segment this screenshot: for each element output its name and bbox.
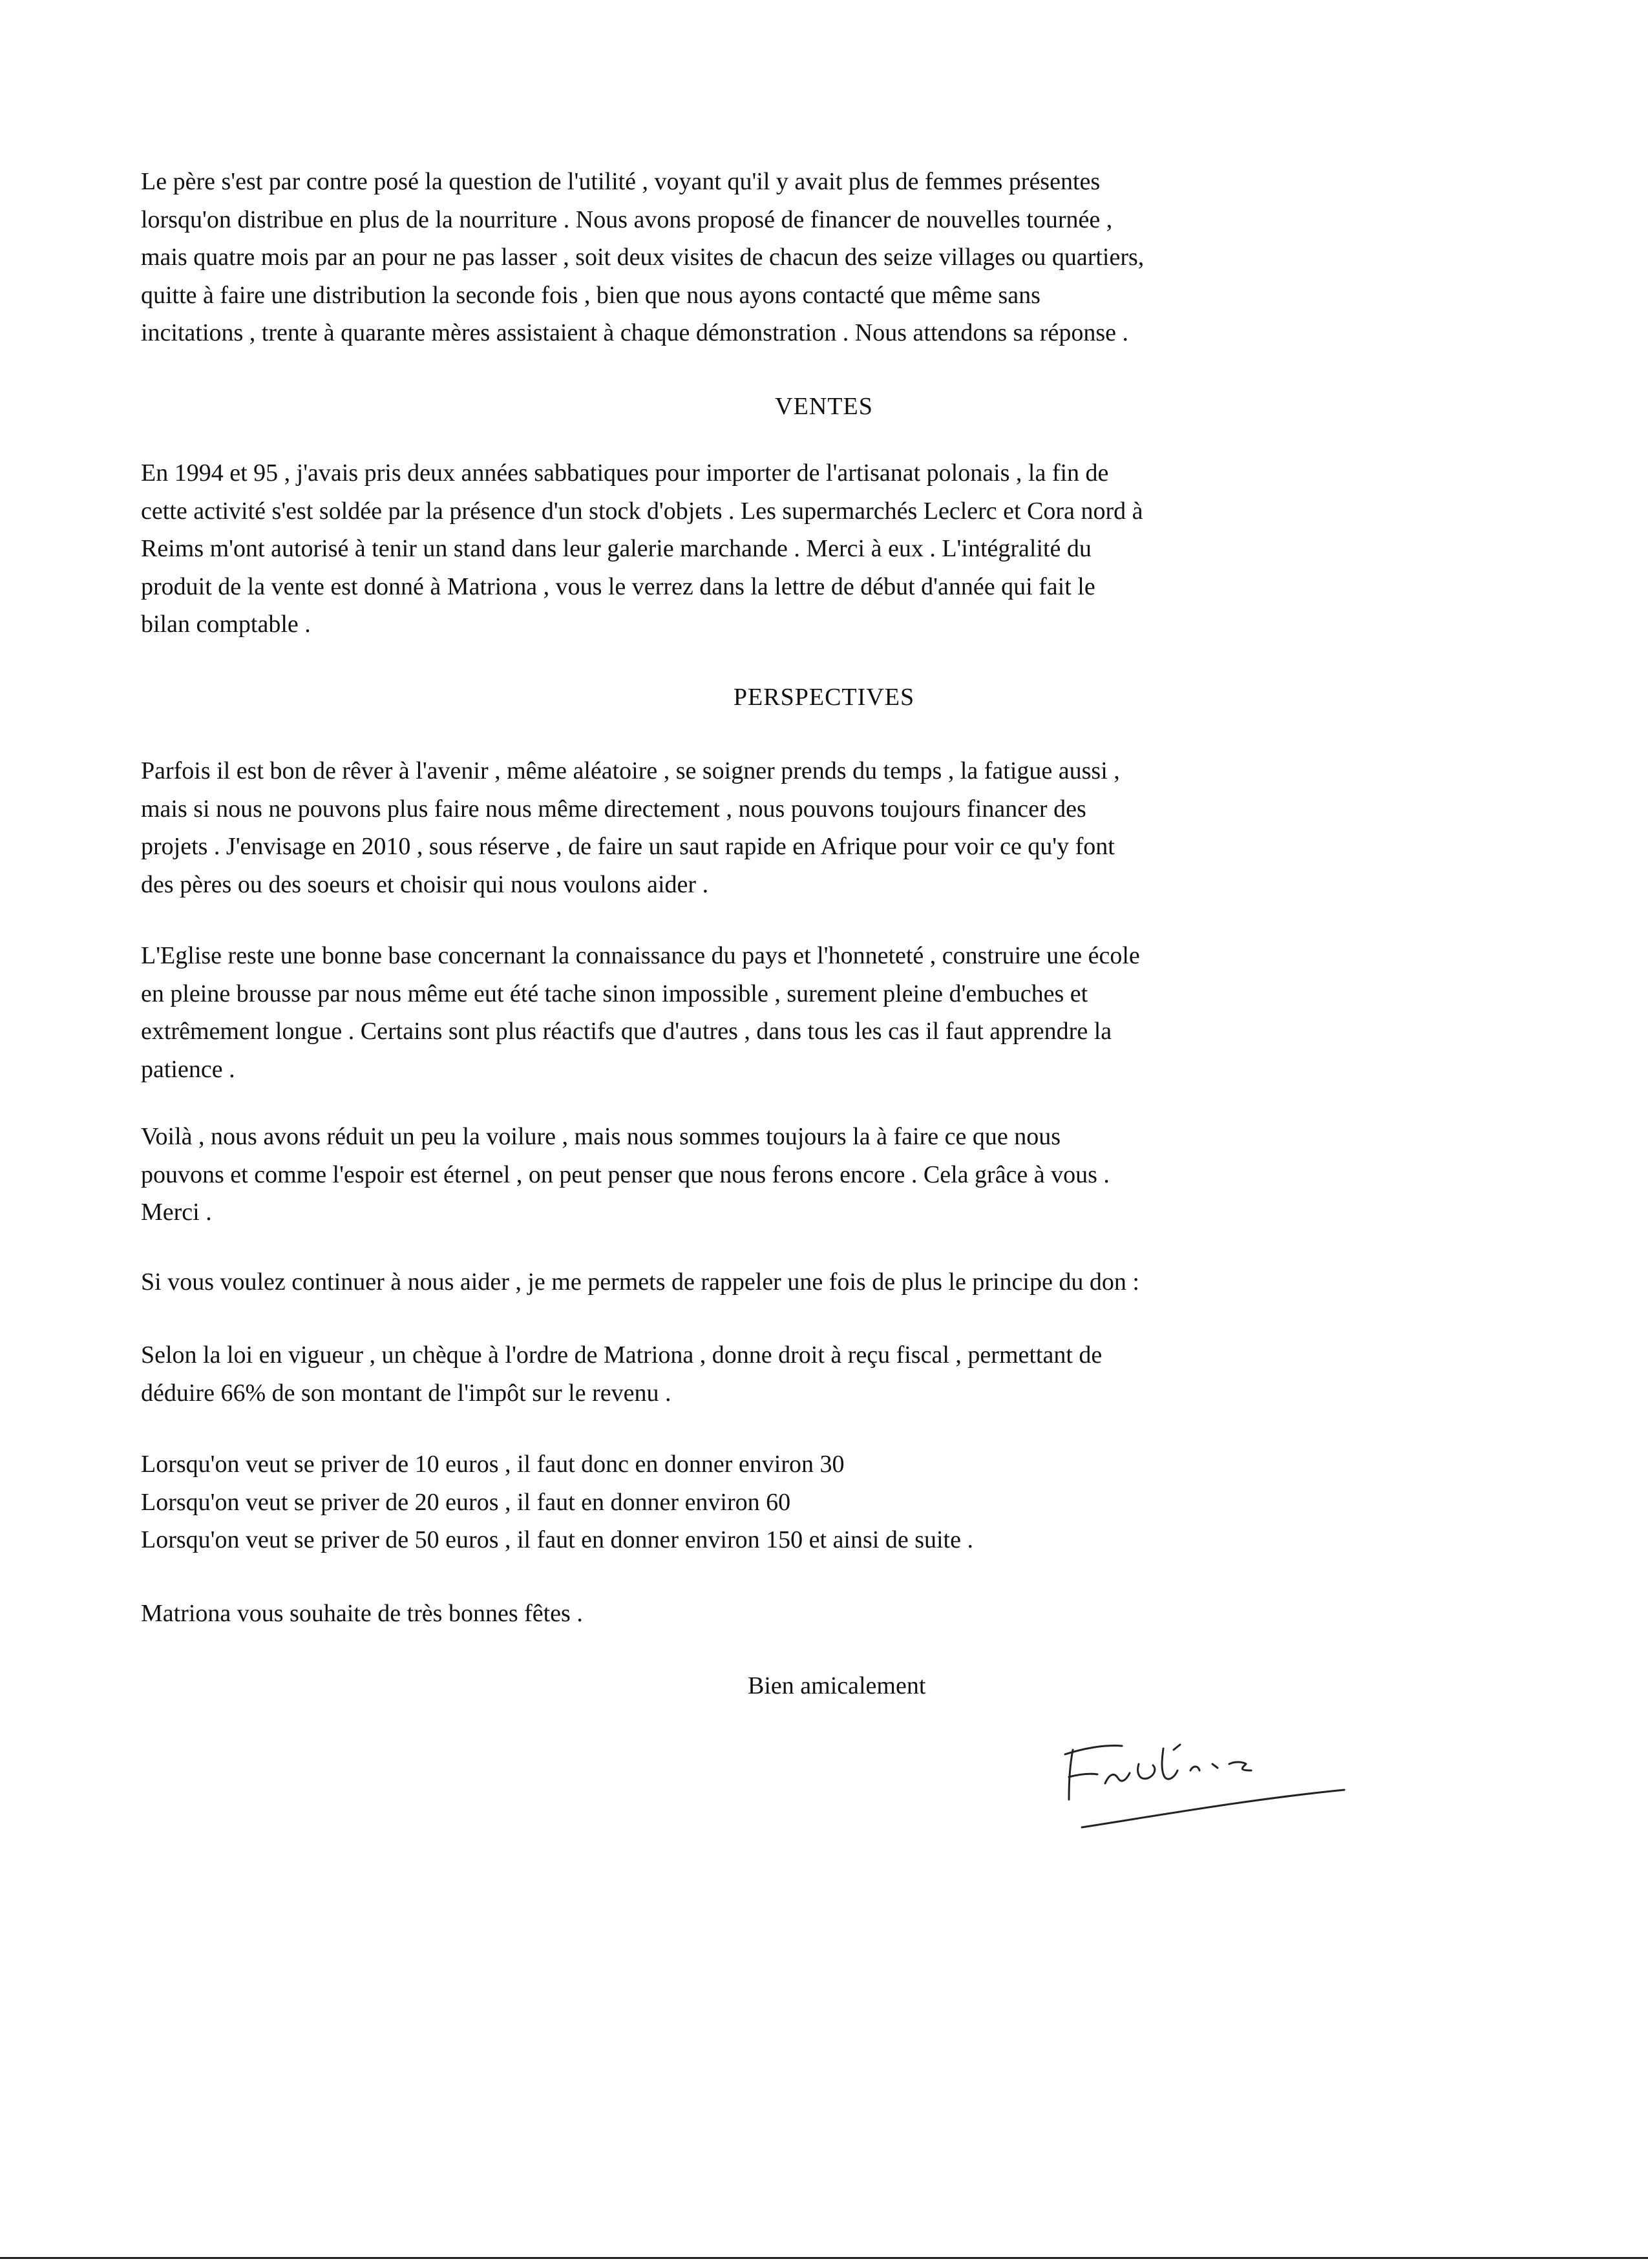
- ventes-line: produit de la vente est donné à Matriona , vous le verrez dans la lettre de début d'année qui fait le: [141, 572, 1095, 600]
- perspectives-line: des pères ou des soeurs et choisir qui nous voulons aider .: [141, 870, 709, 898]
- intro-line: mais quatre mois par an pour ne pas lasser , soit deux visites de chacun des seize villages ou quartiers,: [141, 244, 1145, 271]
- intro-line: lorsqu'on distribue en plus de la nourriture . Nous avons proposé de financer de nouvelles tournée ,: [141, 205, 1113, 233]
- example-line: Lorsqu'on veut se priver de 20 euros , il faut en donner environ 60: [141, 1488, 791, 1516]
- perspectives-line: mais si nous ne pouvons plus faire nous même directement , nous pouvons toujours financer des: [141, 795, 1086, 823]
- perspectives-line: projets . J'envisage en 2010 , sous réserve , de faire un saut rapide en Afrique pour voir ce qu'y font: [141, 833, 1115, 860]
- ventes-line: cette activité s'est soldée par la présence d'un stock d'objets . Les supermarchés Leclerc et Cora nord à: [141, 497, 1143, 525]
- examples-list: [141, 1445, 1511, 1559]
- perspectives-line: extrêmement longue . Certains sont plus réactifs que d'autres , dans tous les cas il faut apprendre la: [141, 1018, 1112, 1045]
- ventes-line: Reims m'ont autorisé à tenir un stand dans leur galerie marchande . Merci à eux . L'intégralité du: [141, 535, 1092, 562]
- tax-line: Selon la loi en vigueur , un chèque à l'ordre de Matriona , donne droit à reçu fiscal , permettant de: [141, 1341, 1103, 1369]
- perspectives-line: pouvons et comme l'espoir est éternel , on peut penser que nous ferons encore . Cela grâce à vous .: [141, 1160, 1110, 1188]
- perspectives-paragraph-1: [141, 752, 1511, 903]
- page-bottom-border: [0, 2257, 1648, 2259]
- ventes-heading: VENTES: [775, 393, 873, 420]
- signature: [1060, 1719, 1357, 1874]
- example-line: Lorsqu'on veut se priver de 50 euros , il faut en donner environ 150 et ainsi de suite .: [141, 1526, 973, 1553]
- perspectives-line: Merci .: [141, 1199, 212, 1226]
- perspectives-paragraph-2: [141, 937, 1511, 1088]
- perspectives-line: L'Eglise reste une bonne base concernant la connaissance du pays et l'honneteté , construire une école: [141, 942, 1140, 969]
- perspectives-line: patience .: [141, 1055, 235, 1083]
- wishes: Matriona vous souhaite de très bonnes fêtes .: [141, 1600, 583, 1627]
- perspectives-line: Voilà , nous avons réduit un peu la voilure , mais nous sommes toujours la à faire ce que nous: [141, 1123, 1061, 1150]
- donation-intro: Si vous voulez continuer à nous aider , je me permets de rappeler une fois de plus le principe du don :: [141, 1268, 1139, 1296]
- ventes-line: bilan comptable .: [141, 611, 311, 638]
- example-line: Lorsqu'on veut se priver de 10 euros , il faut donc en donner environ 30: [141, 1451, 845, 1478]
- closing: Bien amicalement: [748, 1672, 926, 1699]
- intro-line: Le père s'est par contre posé la question de l'utilité , voyant qu'il y avait plus de femmes présentes: [141, 168, 1101, 195]
- perspectives-heading: PERSPECTIVES: [733, 684, 915, 711]
- intro-line: quitte à faire une distribution la seconde fois , bien que nous ayons contacté que même sans: [141, 281, 1041, 309]
- ventes-line: En 1994 et 95 , j'avais pris deux années sabbatiques pour importer de l'artisanat polonais , la fin de: [141, 459, 1109, 487]
- tax-paragraph: [141, 1336, 1511, 1412]
- perspectives-line: Parfois il est bon de rêver à l'avenir , même aléatoire , se soigner prends du temps , la fatigue aussi ,: [141, 757, 1120, 784]
- intro-paragraph: [141, 163, 1511, 352]
- intro-line: incitations , trente à quarante mères assistaient à chaque démonstration . Nous attendons sa réponse .: [141, 319, 1128, 346]
- ventes-paragraph: [141, 454, 1511, 644]
- tax-line: déduire 66% de son montant de l'impôt sur le revenu .: [141, 1379, 671, 1407]
- perspectives-paragraph-3: [141, 1118, 1511, 1232]
- perspectives-line: en pleine brousse par nous même eut été tache sinon impossible , surement pleine d'embuches et: [141, 980, 1088, 1007]
